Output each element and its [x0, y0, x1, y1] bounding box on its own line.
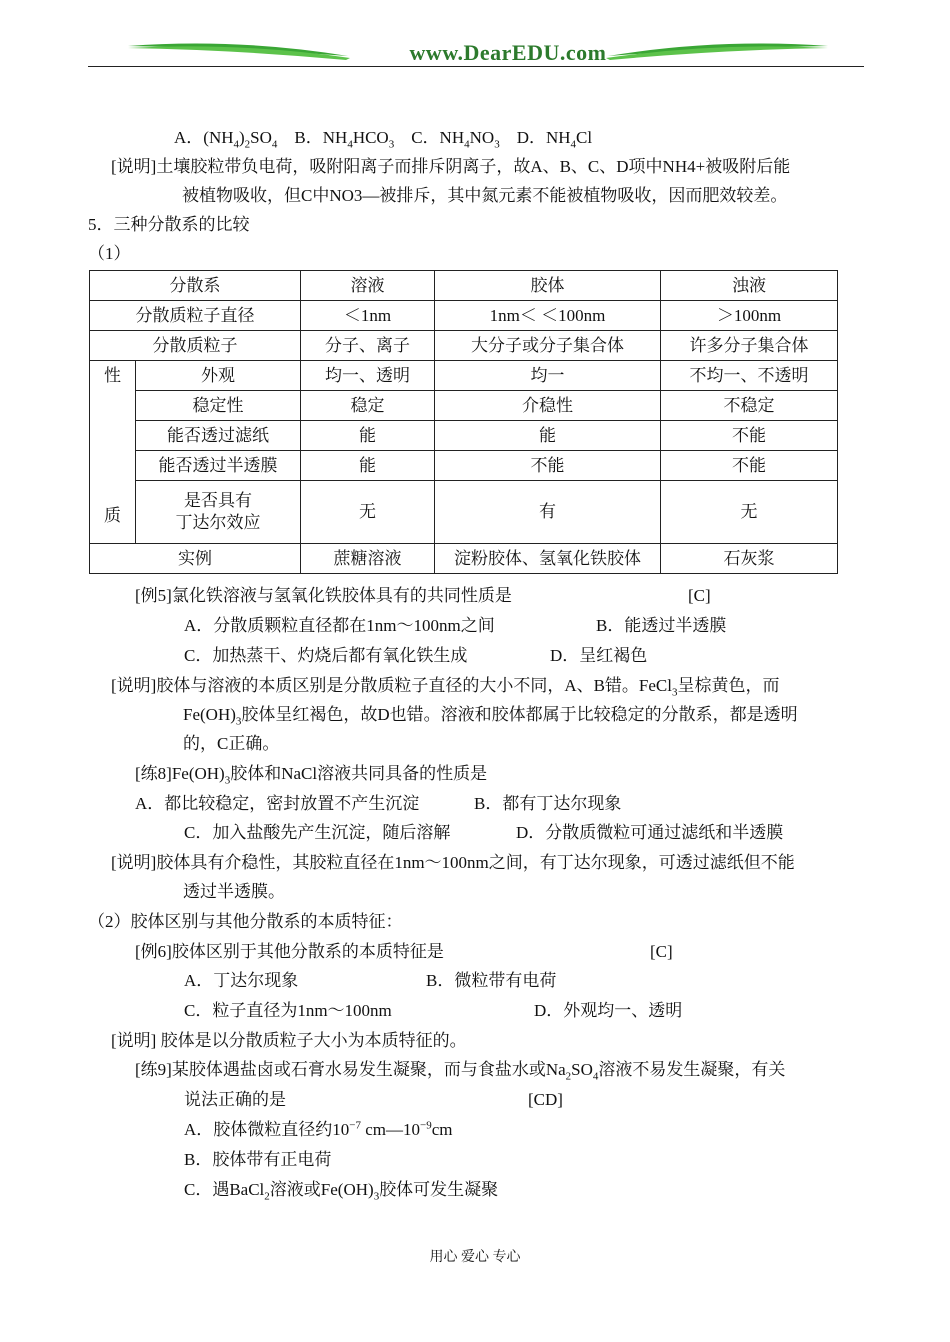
table-row — [90, 481, 838, 544]
table-row — [90, 331, 838, 361]
ex6-option-c: C．粒子直径为1nm～100nm — [184, 1001, 392, 1020]
ex5-option-a: A．分散质颗粒直径都在1nm～100nm之间 — [184, 616, 495, 635]
row-label-tyndall: 是否具有 丁达尔效应 — [136, 481, 301, 544]
table-cell: 分子、离子 — [301, 331, 435, 361]
table-cell: 不稳定 — [661, 391, 838, 421]
row-label: 实例 — [90, 544, 301, 574]
ex5-explain-line3: 的，C正确。 — [183, 734, 280, 753]
section5-2-title: （2）胶体区别与其他分散系的本质特征： — [88, 912, 403, 931]
pr9-question-line2: 说法正确的是 — [184, 1090, 286, 1109]
table-cell: 介稳性 — [435, 391, 661, 421]
table-row — [90, 391, 838, 421]
table-cell: 能 — [435, 421, 661, 451]
table-row — [90, 451, 838, 481]
table-cell: 有 — [435, 481, 661, 544]
pr8-option-d: D．分散质微粒可通过滤纸和半透膜 — [516, 823, 784, 842]
pr9-question-line1: [练9]某胶体遇盐卤或石膏水易发生凝聚，而与食盐水或$Na_2SO_4$溶液不易发生凝聚，有关 — [135, 1060, 786, 1083]
ex6-answer: [C] — [650, 942, 673, 961]
pr9-answer: [CD] — [528, 1090, 563, 1109]
pr9-option-c: C．遇BaCl$_2$溶液或$Fe(OH)_3$胶体可发生凝聚 — [184, 1180, 499, 1203]
table-row — [90, 301, 838, 331]
row-label: 外观 — [136, 361, 301, 391]
table-cell: ＞100nm — [661, 301, 838, 331]
table-cell: 不能 — [435, 451, 661, 481]
table-cell: 稳定 — [301, 391, 435, 421]
table-row — [90, 361, 838, 391]
ex6-explain: [说明] 胶体是以分散质粒子大小为本质特征的。 — [111, 1031, 467, 1050]
page-header — [88, 34, 864, 70]
brand-logo-text: www.DearEDU.com — [409, 40, 607, 65]
row-label: 分散质粒子直径 — [90, 301, 301, 331]
pr9-option-b: B．胶体带有正电荷 — [184, 1150, 332, 1169]
table-cell: 不能 — [661, 451, 838, 481]
table-cell: 大分子或分子集合体 — [435, 331, 661, 361]
q4-explain-line2: 被植物吸收，但C中NO3—被排斥，其中氮元素不能被植物吸收，因而肥效较差。 — [182, 186, 788, 205]
q4-options: A．$(NH_4)_2SO_4$ B．$NH_4HCO_3$ C．$NH_4NO_3$ D．$NH_4Cl$ — [174, 128, 593, 151]
table-cell: 蔗糖溶液 — [301, 544, 435, 574]
header-cell: 胶体 — [435, 271, 661, 301]
table-cell: 均一、透明 — [301, 361, 435, 391]
ex6-option-b: B．微粒带有电荷 — [426, 971, 557, 990]
ex6-question: [例6]胶体区别于其他分散系的本质特征是 — [135, 942, 444, 961]
row-label: 能否透过半透膜 — [136, 451, 301, 481]
row-label: 稳定性 — [136, 391, 301, 421]
ex5-option-c: C．加热蒸干、灼烧后都有氧化铁生成 — [184, 646, 468, 665]
table-cell: 均一 — [435, 361, 661, 391]
ex5-option-d: D．呈红褐色 — [550, 646, 648, 665]
table-cell: 不均一、不透明 — [661, 361, 838, 391]
pr8-question: [练$8]Fe(OH)_3$胶体和NaCl溶液共同具备的性质是 — [135, 764, 488, 787]
pr9-option-a: A．胶体微粒直径约$10^{-7}$ $cm—10^{-9}cm$ — [184, 1119, 453, 1139]
ex5-question: [例5]氯化铁溶液与氢氧化铁胶体具有的共同性质是 — [135, 586, 512, 605]
header-cell: 浊液 — [661, 271, 838, 301]
table-cell: 能 — [301, 451, 435, 481]
pr8-option-b: B．都有丁达尔现象 — [474, 794, 622, 813]
pr8-explain-line2: 透过半透膜。 — [183, 882, 285, 901]
ex6-option-d: D．外观均一、透明 — [534, 1001, 683, 1020]
ex6-option-a: A．丁达尔现象 — [184, 971, 299, 990]
row-label: 能否透过滤纸 — [136, 421, 301, 451]
table-cell: 石灰浆 — [661, 544, 838, 574]
table-row — [90, 544, 838, 574]
header-cell: 溶液 — [301, 271, 435, 301]
properties-side-label: 性 质 — [90, 361, 136, 544]
page-footer: 用心 爱心 专心 — [429, 1250, 521, 1265]
row-label: 分散质粒子 — [90, 331, 301, 361]
section5-sub1: （1） — [88, 244, 131, 263]
q4-explain-line1: [说明]土壤胶粒带负电荷，吸附阳离子而排斥阴离子，故A、B、C、D项中NH4+被吸附后能 — [111, 157, 791, 176]
table-cell: 许多分子集合体 — [661, 331, 838, 361]
header-rule — [88, 66, 864, 67]
header-cell: 分散系 — [90, 271, 301, 301]
table-cell: ＜1nm — [301, 301, 435, 331]
ex5-explain-line1: [说明]胶体与溶液的本质区别是分散质粒子直径的大小不同，A、B错。FeCl$_3$呈棕黄色，而 — [111, 676, 780, 699]
ex5-option-b: B．能透过半透膜 — [596, 616, 727, 635]
table-cell: 无 — [661, 481, 838, 544]
table-cell: 1nm＜ ＜100nm — [435, 301, 661, 331]
table-row — [90, 271, 838, 301]
pr8-explain-line1: [说明]胶体具有介稳性，其胶粒直径在1nm～100nm之间，有丁达尔现象，可透过滤纸但不能 — [111, 853, 795, 872]
ex5-answer: [C] — [688, 586, 711, 605]
dispersion-comparison-table — [89, 270, 838, 574]
table-cell: 淀粉胶体、氢氧化铁胶体 — [435, 544, 661, 574]
table-cell: 能 — [301, 421, 435, 451]
section5-title: 5．三种分散系的比较 — [88, 215, 250, 234]
ex5-explain-line2: $Fe(OH)_3$胶体呈红褐色，故D也错。溶液和胶体都属于比较稳定的分散系，都是透明 — [183, 705, 798, 728]
pr8-option-c: C．加入盐酸先产生沉淀，随后溶解 — [184, 823, 451, 842]
table-cell: 无 — [301, 481, 435, 544]
pr8-option-a: A．都比较稳定，密封放置不产生沉淀 — [135, 794, 420, 813]
table-row — [90, 421, 838, 451]
table-cell: 不能 — [661, 421, 838, 451]
